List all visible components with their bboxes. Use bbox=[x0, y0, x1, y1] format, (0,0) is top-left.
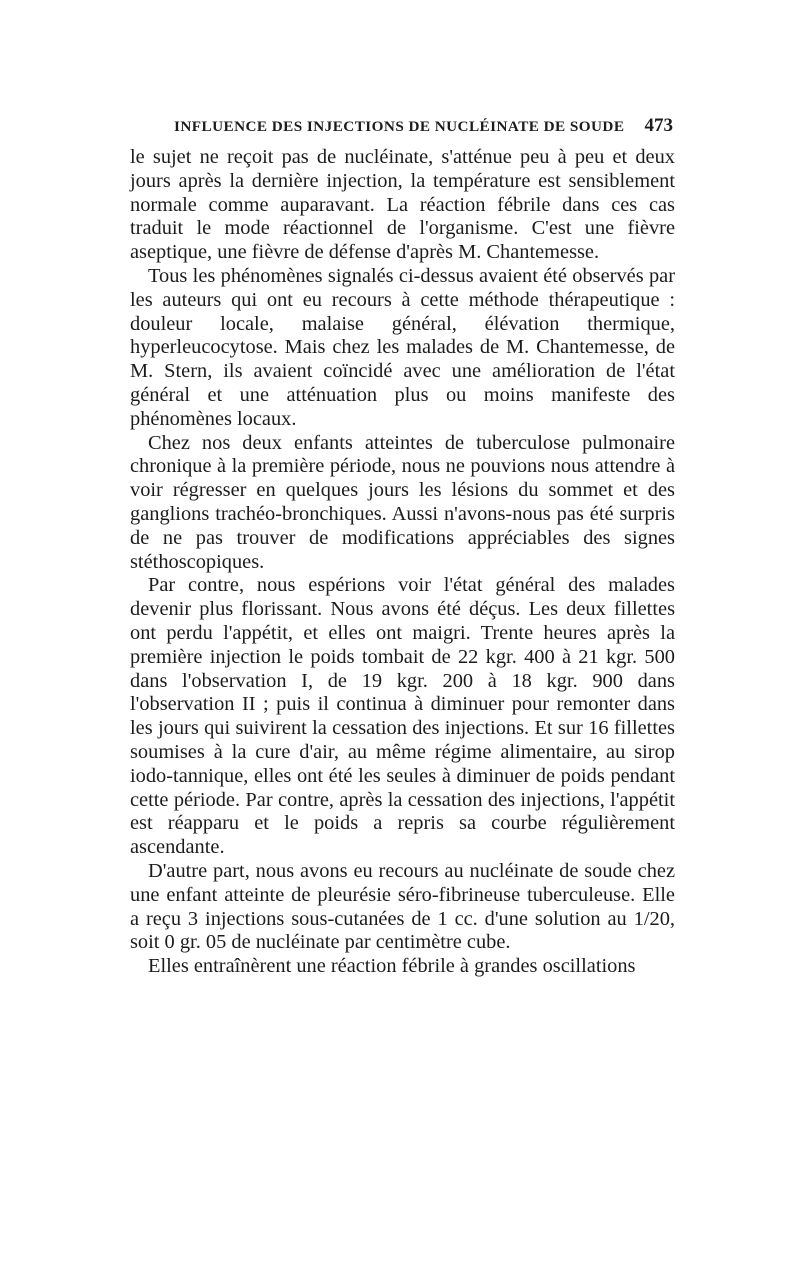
paragraph: D'autre part, nous avons eu recours au nucléinate de soude chez une enfant atteinte de pleurésie séro-fibrineuse tuberculeuse. Elle a reçu 3 injections sous-cutanées de 1 cc. d'une solution au 1/20, soit 0 gr. 05 de nucléinate par centimètre cube. bbox=[130, 859, 675, 954]
paragraph: Par contre, nous espérions voir l'état général des malades devenir plus florissant. Nous avons été déçus. Les deux fillettes ont perdu l'appétit, et elles ont maigri. Trente heures après la première injection le poids tombait de 22 kgr. 400 à 21 kgr. 500 dans l'observation I, de 19 kgr. 200 à 18 kgr. 900 dans l'observation II ; puis il continua à diminuer pour remonter dans les jours qui suivirent la cessation des injections. Et sur 16 fillettes soumises à la cure d'air, au même régime alimentaire, au sirop iodo-tannique, elles ont été les seules à diminuer de poids pendant cette période. Par contre, après la cessation des injections, l'appétit est réapparu et le poids a repris sa courbe régulièrement ascendante. bbox=[130, 574, 675, 859]
paragraph: Elles entraînèrent une réaction fébrile à grandes oscillations bbox=[148, 955, 636, 978]
body-text bbox=[130, 146, 675, 979]
book-page bbox=[130, 112, 675, 979]
paragraph: Chez nos deux enfants atteintes de tuberculose pulmonaire chronique à la première période, nous ne pouvions nous attendre à voir régresser en quelques jours les lésions du sommet et des ganglions trachéo-bronchiques. Aussi n'avons-nous pas été surpris de ne pas trouver de modifications appréciables des signes stéthoscopiques. bbox=[130, 431, 675, 573]
page-number: 473 bbox=[644, 115, 673, 136]
running-title: INFLUENCE DES INJECTIONS DE NUCLÉINATE DE SOUDE bbox=[174, 118, 625, 135]
paragraph-continuation: le sujet ne reçoit pas de nucléinate, s'atténue peu à peu et deux jours après la dernière injection, la température est sensiblement normale comme auparavant. La réaction fébrile dans ces cas traduit le mode réactionnel de l'organisme. C'est une fièvre aseptique, une fièvre de défense d'après M. Chantemesse. bbox=[130, 146, 675, 264]
paragraph: Tous les phénomènes signalés ci-dessus avaient été observés par les auteurs qui ont eu recours à cette méthode thérapeutique : douleur locale, malaise général, élévation thermique, hyperleucocytose. Mais chez les malades de M. Chantemesse, de M. Stern, ils avaient coïncidé avec une amélioration de l'état général et une atténuation plus ou moins manifeste des phénomènes locaux. bbox=[130, 264, 675, 430]
running-head bbox=[130, 112, 675, 146]
